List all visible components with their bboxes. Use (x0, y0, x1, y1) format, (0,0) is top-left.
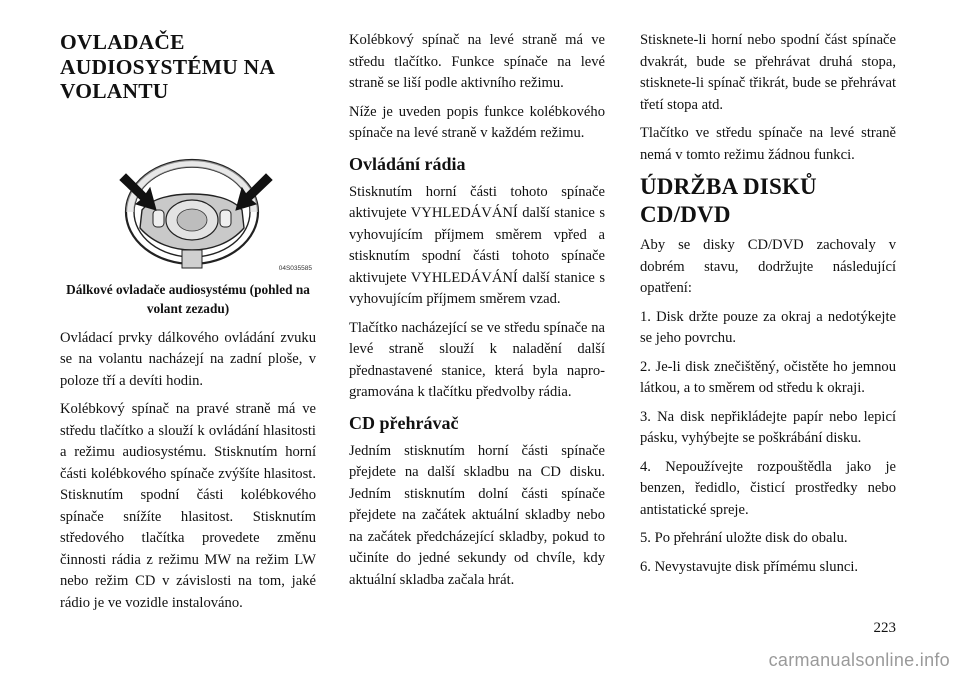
list-item: 6. Nevystavujte disk přímému slunci. (640, 558, 859, 575)
column-1 (60, 30, 316, 621)
figure-code: 04S035585 (278, 264, 312, 272)
paragraph: Tlačítko nacházející se ve středu spínače na levé straně slouží k naladění další přednastavené stanice, která byla naprogramována k tlačítku předvolby rádia. (349, 319, 605, 400)
watermark-text: carmanualsonline.info (768, 650, 950, 670)
paragraph: Stisknete-li horní nebo spodní část spínače dvakrát, bude se přehrávat druhá stopa, stisknete-li spínač třikrát, bude se přehrávat třetí stopa atd. (640, 32, 896, 113)
paragraph: Kolébkový spínač na levé straně má ve středu tlačítko. Funkce spínače na levé straně se liší podle aktivního režimu. (349, 32, 605, 91)
list-item: 3. Na disk nepřikládejte papír nebo lepicí pásku, vyhýbejte se poškrábání disku. (640, 408, 896, 446)
paragraph: Kolébkový spínač na pravé straně má ve středu tlačítko a slouží k ovládání hlasitosti a režimu audiosystému. Stisknutím horní části kolébkového spínače zvýšíte hlasitost. Stisknutím spodní části kolébkového spínače snížíte hlasitost. Stisknutím středového tlačítka provedete změnu činnosti rádia z režimu MW na režim LW nebo režim CD v závislosti na tom, jaké rádio je ve vozidle instalováno. (60, 401, 316, 611)
paragraph: Níže je uveden popis funkce kolébkového spínače na levé straně v každém režimu. (349, 103, 605, 141)
section-title-disc-care: ÚDRŽBA DISKŮ CD/DVD (640, 174, 817, 227)
section-title-steering-audio: OVLADAČE AUDIOSYSTÉMU NA VOLANTU (60, 30, 276, 103)
list-item: 1. Disk držte pouze za okraj a nedotýkejte se jeho povrchu. (640, 308, 896, 346)
paragraph: Tlačítko ve středu spínače na levé straně nemá v tomto režimu žádnou funkci. (640, 125, 896, 163)
heading-radio-control: Ovládání rádia (349, 153, 466, 174)
steering-wheel-figure (60, 154, 316, 272)
heading-cd-player: CD přehrávač (349, 412, 459, 433)
column-3 (640, 30, 896, 585)
column-2 (349, 30, 605, 598)
figure-caption: Dálkové ovladače audiosystému (pohled na volant zezadu) (66, 281, 310, 316)
list-item: 2. Je-li disk znečištěný, očistěte ho jemnou látkou, a to směrem od středu k okraji. (640, 358, 896, 396)
paragraph: Jedním stisknutím horní části spínače přejdete na další skladbu na CD disku. Jedním stisknutím dolní části spínače přejdete na začátek aktuální skladby nebo na začátek předcházející skladby, pokud to učiníte do jedné sekundy od chvíle, kdy aktuální skladba začala hrát. (349, 442, 605, 588)
list-item: 4. Nepoužívejte rozpouštědla jako je benzen, ředidlo, čisticí prostředky nebo antistatické spreje. (640, 458, 896, 518)
paragraph: Aby se disky CD/DVD zachovaly v dobrém stavu, dodržujte následující opatření: (640, 237, 896, 296)
paragraph: Stisknutím horní části tohoto spínače aktivujete VYHLEDÁVÁNÍ další stanice s vyhovujícím příjmem směrem vpřed a stisknutím spodní části tohoto spínače aktivujete VYHLEDÁVÁNÍ další stanice s vyhovujícím příjmem směrem vzad. (349, 183, 605, 307)
list-item: 5. Po přehrání uložte disk do obalu. (640, 530, 848, 546)
paragraph: Ovládací prvky dálkového ovládání zvuku se na volantu nacházejí na zadní ploše, v poloze tří a devíti hodin. (60, 329, 316, 389)
page-number: 223 (873, 620, 896, 636)
steering-wheel-illustration (60, 154, 316, 272)
